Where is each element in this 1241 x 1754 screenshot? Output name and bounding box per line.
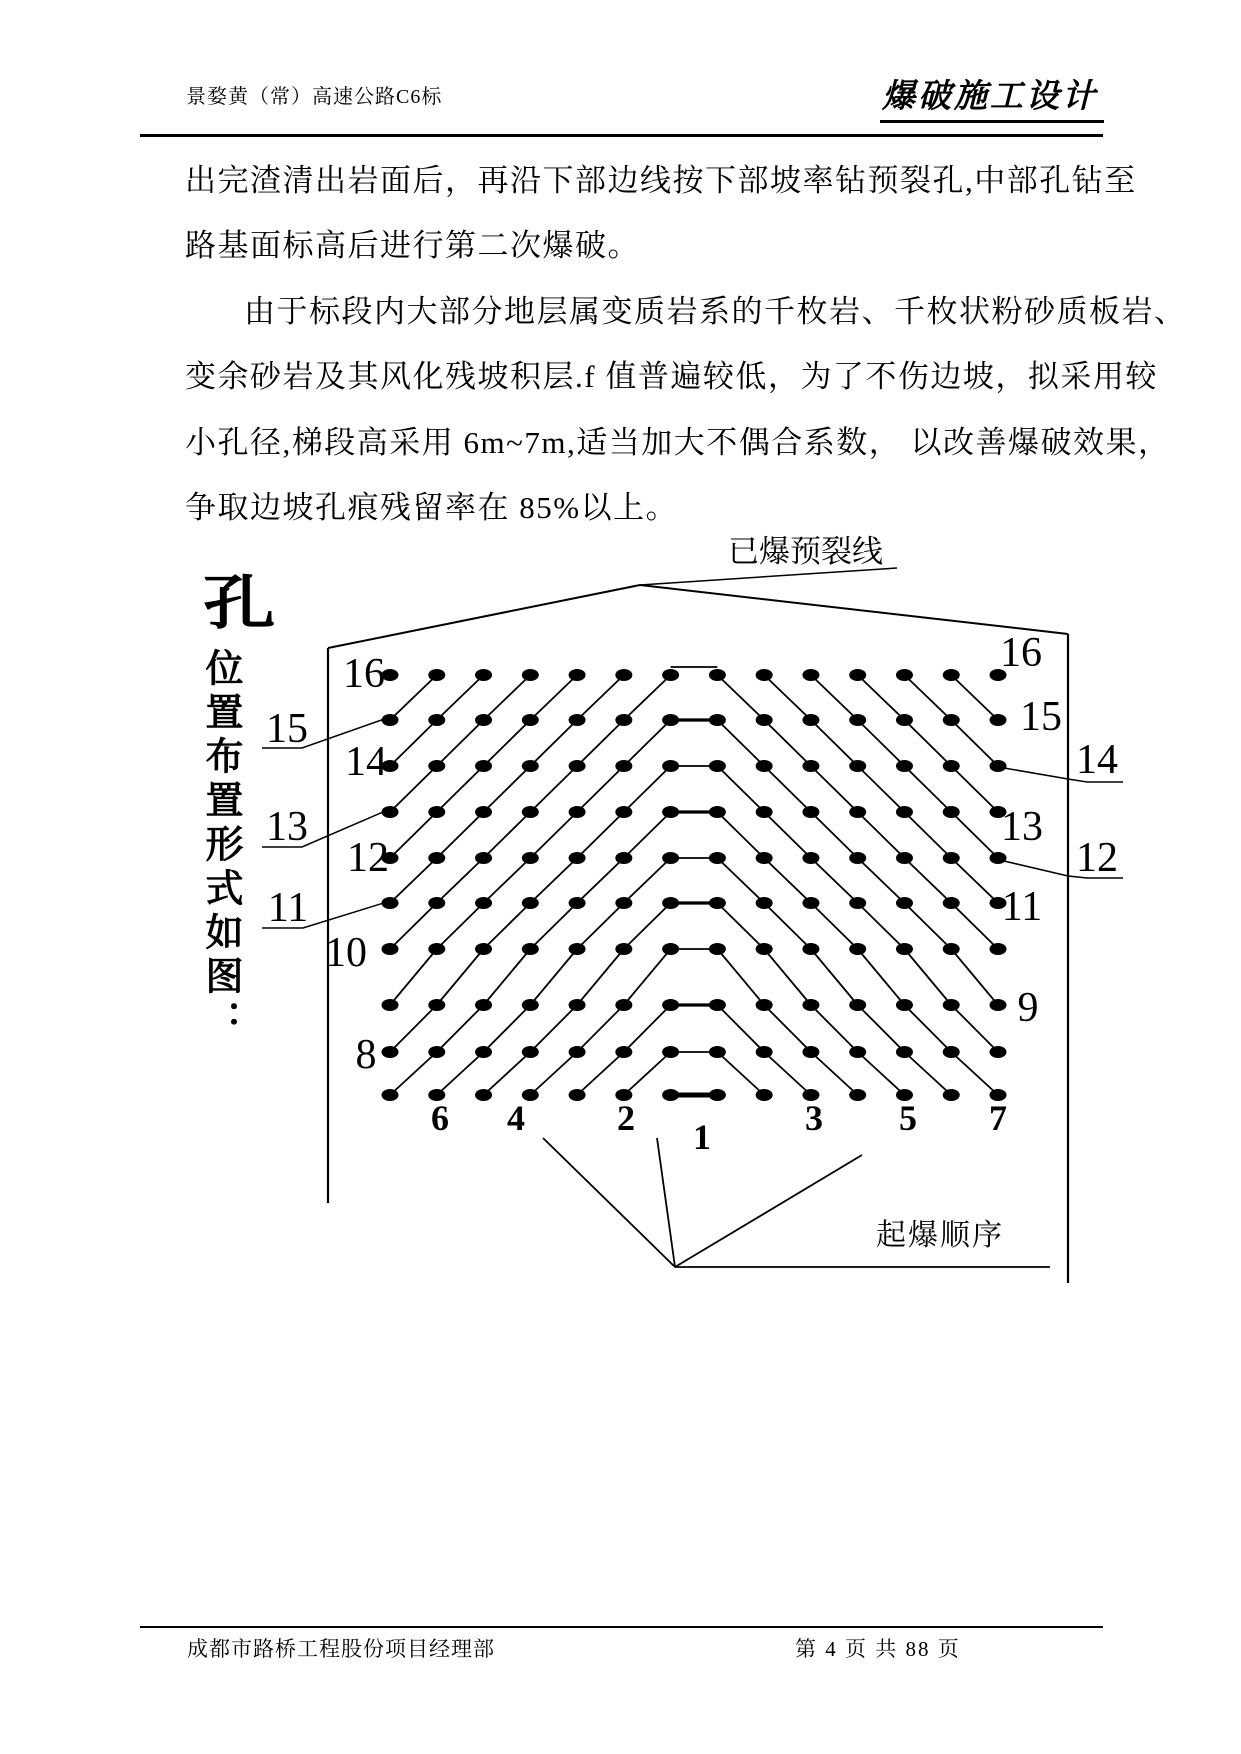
delay-tie-line [577, 766, 624, 812]
blast-hole-dot [662, 999, 679, 1011]
blast-hole-dot [615, 999, 632, 1011]
blast-hole-dot [475, 852, 492, 864]
blast-hole-dot [569, 806, 586, 818]
delay-tie-line [858, 766, 905, 812]
blast-hole-dot [802, 999, 819, 1011]
body-line: 路基面标高后进行第二次爆破。 [185, 228, 640, 263]
blast-hole-dot [756, 806, 773, 818]
blast-hole-dot [756, 760, 773, 772]
delay-tie-line [904, 1052, 951, 1095]
diagram-side-title-first-char: 孔 [203, 571, 276, 636]
delay-tie-line [904, 949, 951, 1005]
blast-hole-dot [849, 1089, 866, 1101]
delay-tie-line [577, 949, 624, 1005]
delay-tie-line [811, 858, 858, 903]
blast-hole-dot [615, 852, 632, 864]
blast-hole-dot [709, 714, 726, 726]
blast-hole-dot [849, 897, 866, 909]
blast-hole-dot [756, 714, 773, 726]
delay-tie-line [717, 858, 764, 903]
delay-tie-line [764, 903, 811, 949]
blast-hole-dot [569, 943, 586, 955]
delay-tie-line [437, 949, 484, 1005]
blast-hole-dot [569, 999, 586, 1011]
blast-hole-dot [428, 760, 445, 772]
blast-hole-dot [475, 806, 492, 818]
blast-hole-dot [475, 999, 492, 1011]
blast-hole-dot [428, 943, 445, 955]
row-number-label: 16 [343, 651, 385, 697]
blast-hole-dot [428, 714, 445, 726]
delay-tie-line [577, 720, 624, 766]
row-number-label: 12 [347, 835, 389, 881]
delay-tie-line [437, 1005, 484, 1052]
delay-tie-line [624, 903, 671, 949]
delay-tie-line [577, 812, 624, 858]
blast-hole-dot [849, 852, 866, 864]
delay-tie-line [390, 675, 437, 720]
delay-tie-line [484, 1005, 531, 1052]
blast-hole-dot [475, 1089, 492, 1101]
blast-hole-dot [896, 714, 913, 726]
delay-tie-line [858, 675, 905, 720]
blast-hole-dot [756, 1089, 773, 1101]
blast-hole-dot [522, 999, 539, 1011]
blast-hole-dot [802, 852, 819, 864]
blast-hole-dot [802, 897, 819, 909]
footer-org-name: 成都市路桥工程股份项目经理部 [187, 1637, 495, 1661]
blast-hole-dot [615, 897, 632, 909]
delay-tie-line [530, 858, 577, 903]
delay-tie-line [577, 1052, 624, 1095]
blast-hole-dot [709, 1089, 726, 1101]
body-line: 由于标段内大部分地层属变质岩系的千枚岩、千枚状粉砂质板岩、 [244, 294, 1187, 329]
blast-hole-dot [896, 760, 913, 772]
blast-hole-dot [896, 943, 913, 955]
row-number-label: 11 [267, 885, 309, 931]
delay-tie-line [811, 720, 858, 766]
blast-hole-dot [849, 806, 866, 818]
blast-hole-dot [662, 760, 679, 772]
delay-tie-line [764, 858, 811, 903]
blast-hole-dot [662, 943, 679, 955]
body-line: 变余砂岩及其风化残坡积层.f 值普遍较低，为了不伤边坡，拟采用较 [185, 359, 1158, 394]
delay-tie-line [484, 903, 531, 949]
delay-tie-line [577, 1005, 624, 1052]
delay-tie-line [951, 812, 998, 858]
firing-order-label: 2 [617, 1098, 635, 1138]
blast-hole-dot [709, 943, 726, 955]
delay-tie-line [437, 812, 484, 858]
blast-hole-dot [896, 1046, 913, 1058]
blast-hole-dot [943, 760, 960, 772]
blast-hole-dot [662, 669, 679, 681]
firing-sequence-leader-line [657, 1138, 675, 1267]
delay-tie-line [717, 949, 764, 1005]
delay-tie-line [624, 1005, 671, 1052]
delay-tie-line [764, 949, 811, 1005]
delay-tie-line [811, 675, 858, 720]
delay-tie-line [904, 675, 951, 720]
delay-tie-line [904, 858, 951, 903]
delay-tie-line [858, 903, 905, 949]
row-number-label: 14 [345, 739, 387, 785]
blast-hole-dot [569, 1046, 586, 1058]
firing-sequence-label: 起爆顺序 [876, 1219, 1004, 1252]
blast-hole-dot [662, 1046, 679, 1058]
delay-tie-line [437, 1052, 484, 1095]
blast-hole-dot [943, 669, 960, 681]
blast-hole-dot [756, 1046, 773, 1058]
blast-hole-dot [943, 852, 960, 864]
blast-hole-dot [756, 669, 773, 681]
blast-hole-dot [802, 669, 819, 681]
delay-tie-line [717, 903, 764, 949]
delay-tie-line [437, 720, 484, 766]
blast-hole-dot [569, 669, 586, 681]
delay-tie-line [951, 1052, 998, 1095]
delay-tie-line [624, 1052, 671, 1095]
blast-hole-dot [990, 852, 1007, 864]
blast-hole-dot [802, 943, 819, 955]
row-number-label: 14 [1076, 737, 1118, 783]
blast-hole-dot [756, 897, 773, 909]
header-doc-title: 爆破施工设计 [880, 70, 1104, 123]
delay-tie-line [717, 1005, 764, 1052]
delay-tie-line [530, 675, 577, 720]
delay-tie-line [951, 720, 998, 766]
blast-hole-dot [990, 999, 1007, 1011]
firing-sequence-leader-line [543, 1138, 675, 1267]
delay-tie-line [811, 766, 858, 812]
blast-hole-dot [382, 1089, 399, 1101]
blast-hole-dot [522, 714, 539, 726]
blast-hole-dot [569, 1089, 586, 1101]
prefracture-leader-line [640, 568, 897, 585]
delay-tie-line [390, 812, 437, 858]
row-number-label: 10 [325, 930, 367, 976]
delay-tie-line [858, 858, 905, 903]
delay-tie-line [764, 1005, 811, 1052]
blast-hole-dot [615, 943, 632, 955]
firing-order-label: 1 [693, 1117, 711, 1157]
blast-hole-dot [475, 943, 492, 955]
blast-hole-dot [849, 943, 866, 955]
blast-hole-dot [615, 760, 632, 772]
blast-hole-dot [896, 999, 913, 1011]
blast-hole-dot [943, 714, 960, 726]
blast-hole-dot [896, 897, 913, 909]
delay-tie-line [951, 949, 998, 1005]
row-number-label: 13 [1001, 804, 1043, 850]
delay-tie-line [530, 812, 577, 858]
body-line: 出完渣清出岩面后，再沿下部边线按下部坡率钻预裂孔,中部孔钻至 [185, 163, 1137, 198]
delay-tie-line [951, 675, 998, 720]
row-number-label: 12 [1076, 835, 1118, 881]
delay-tie-line [577, 675, 624, 720]
row-number-label: 8 [355, 1032, 377, 1078]
delay-tie-line [484, 1052, 531, 1095]
blast-hole-dot [756, 852, 773, 864]
blast-hole-dot [943, 806, 960, 818]
delay-tie-line [624, 812, 671, 858]
delay-tie-line [530, 720, 577, 766]
delay-tie-line [764, 675, 811, 720]
blast-hole-dot [990, 714, 1007, 726]
blast-hole-dot [849, 999, 866, 1011]
blast-hole-dot [849, 669, 866, 681]
blast-hole-dot [522, 943, 539, 955]
delay-tie-line [811, 1052, 858, 1095]
delay-tie-line [951, 858, 998, 903]
delay-tie-line [484, 766, 531, 812]
delay-tie-line [390, 903, 437, 949]
blast-hole-dot [990, 760, 1007, 772]
blast-hole-dot [662, 897, 679, 909]
blast-hole-dot [709, 852, 726, 864]
delay-tie-line [951, 766, 998, 812]
delay-tie-line [811, 1005, 858, 1052]
delay-tie-line [858, 949, 905, 1005]
delay-tie-line [764, 1052, 811, 1095]
blast-hole-dot [428, 999, 445, 1011]
delay-tie-line [530, 1005, 577, 1052]
blast-hole-dot [662, 852, 679, 864]
delay-tie-line [951, 903, 998, 949]
body-line: 争取边坡孔痕残留率在 85%以上。 [185, 490, 679, 525]
delay-tie-line [951, 1005, 998, 1052]
blast-hole-dot [522, 897, 539, 909]
blast-hole-dot [943, 943, 960, 955]
blast-hole-dot [569, 897, 586, 909]
delay-tie-line [437, 858, 484, 903]
blast-hole-dot [943, 897, 960, 909]
delay-tie-line [811, 949, 858, 1005]
blast-hole-dot [522, 669, 539, 681]
row-number-label: 9 [1017, 985, 1039, 1031]
blast-hole-dot [475, 714, 492, 726]
footer-rule [140, 1626, 1103, 1628]
blast-hole-dot [943, 1046, 960, 1058]
blast-hole-dot [709, 999, 726, 1011]
delay-tie-line [390, 1052, 437, 1095]
firing-order-label: 5 [899, 1098, 917, 1138]
delay-tie-line [437, 766, 484, 812]
delay-tie-line [624, 675, 671, 720]
delay-tie-line [624, 949, 671, 1005]
delay-tie-line [624, 720, 671, 766]
blast-hole-dot [475, 669, 492, 681]
blast-hole-dot [802, 714, 819, 726]
blast-hole-dot [428, 1046, 445, 1058]
row-number-label: 15 [1020, 694, 1062, 740]
delay-tie-line [624, 766, 671, 812]
delay-tie-line [530, 903, 577, 949]
delay-tie-line [530, 949, 577, 1005]
blast-hole-dot [522, 760, 539, 772]
blast-hole-dot [849, 760, 866, 772]
firing-order-label: 7 [989, 1098, 1007, 1138]
diagram-side-title-vertical: 位置布置形式如图： [199, 648, 241, 1044]
delay-tie-line [390, 1005, 437, 1052]
blast-hole-dot [428, 897, 445, 909]
blast-hole-dot [943, 999, 960, 1011]
delay-tie-line [530, 766, 577, 812]
blast-hole-dot [802, 806, 819, 818]
blast-hole-dot [802, 1046, 819, 1058]
row-number-label: 16 [1000, 630, 1042, 676]
blast-hole-dot [896, 806, 913, 818]
delay-tie-line [904, 720, 951, 766]
delay-tie-line [858, 1052, 905, 1095]
blast-hole-dot [896, 852, 913, 864]
blast-hole-dot [615, 714, 632, 726]
delay-tie-line [717, 812, 764, 858]
blast-hole-dot [382, 1046, 399, 1058]
delay-tie-line [390, 766, 437, 812]
blast-hole-dot [382, 999, 399, 1011]
delay-tie-line [764, 720, 811, 766]
blast-hole-dot [943, 1089, 960, 1101]
delay-tie-line [624, 858, 671, 903]
delay-tie-line [484, 720, 531, 766]
firing-order-label: 6 [431, 1098, 449, 1138]
blast-hole-dot [522, 806, 539, 818]
delay-tie-line [577, 858, 624, 903]
delay-tie-line [577, 903, 624, 949]
blast-hole-dot [662, 806, 679, 818]
delay-tie-line [717, 720, 764, 766]
firing-order-label: 3 [805, 1098, 823, 1138]
blast-hole-dot [849, 1046, 866, 1058]
blast-hole-dot [896, 669, 913, 681]
blast-hole-dot [428, 806, 445, 818]
delay-tie-line [764, 812, 811, 858]
blast-hole-dot [428, 852, 445, 864]
blast-hole-dot [709, 897, 726, 909]
blast-hole-dot [522, 1046, 539, 1058]
blast-hole-dot [475, 760, 492, 772]
blast-hole-dot [382, 714, 399, 726]
bench-top-boundary-line [328, 585, 1068, 648]
delay-tie-line [858, 812, 905, 858]
blast-hole-dot [475, 1046, 492, 1058]
blast-hole-dot [990, 1046, 1007, 1058]
blast-hole-dot [662, 714, 679, 726]
firing-order-label: 4 [507, 1098, 525, 1138]
blast-hole-dot [756, 999, 773, 1011]
blast-hole-dot [756, 943, 773, 955]
delay-tie-line [858, 1005, 905, 1052]
header-project-name: 景婺黄（常）高速公路C6标 [186, 86, 443, 108]
delay-tie-line [484, 675, 531, 720]
delay-tie-line [717, 1052, 764, 1095]
blast-hole-dot [522, 852, 539, 864]
row-number-label: 11 [1001, 884, 1043, 930]
delay-tie-line [530, 1052, 577, 1095]
blast-hole-dot [475, 897, 492, 909]
delay-tie-line [904, 903, 951, 949]
row-number-label: 13 [266, 804, 308, 850]
delay-tie-line [764, 766, 811, 812]
blast-hole-dot [709, 669, 726, 681]
footer-page-number: 第 4 页 共 88 页 [795, 1637, 961, 1661]
delay-tie-line [484, 858, 531, 903]
blast-hole-dot [990, 943, 1007, 955]
blast-hole-dot [662, 1089, 679, 1101]
blast-hole-dot [849, 714, 866, 726]
delay-tie-line [904, 812, 951, 858]
delay-tie-line [484, 812, 531, 858]
delay-tie-line [904, 1005, 951, 1052]
blast-hole-dot [569, 760, 586, 772]
blast-hole-dot [709, 760, 726, 772]
row-number-label: 15 [266, 706, 308, 752]
blast-hole-dot [569, 714, 586, 726]
delay-tie-line [390, 949, 437, 1005]
delay-tie-line [437, 903, 484, 949]
delay-tie-line [437, 675, 484, 720]
delay-tie-line [811, 812, 858, 858]
delay-tie-line [717, 675, 764, 720]
delay-tie-line [390, 858, 437, 903]
delay-tie-line [484, 949, 531, 1005]
body-line: 小孔径,梯段高采用 6m~7m,适当加大不偶合系数， 以改善爆破效果， [185, 425, 1171, 460]
delay-tie-line [717, 766, 764, 812]
blast-hole-dot [709, 806, 726, 818]
blast-hole-dot [709, 1046, 726, 1058]
blast-hole-dot [428, 669, 445, 681]
blast-hole-dot [382, 943, 399, 955]
blast-hole-dot [615, 806, 632, 818]
blast-hole-dot [615, 1046, 632, 1058]
delay-tie-line [811, 903, 858, 949]
firing-sequence-leader-line [675, 1155, 862, 1267]
blast-hole-dot [569, 852, 586, 864]
delay-tie-line [858, 720, 905, 766]
blast-hole-dot [615, 669, 632, 681]
delay-tie-line [904, 766, 951, 812]
blast-hole-dot [802, 760, 819, 772]
prefracture-line-label: 已爆预裂线 [728, 534, 883, 569]
delay-tie-line [390, 720, 437, 766]
